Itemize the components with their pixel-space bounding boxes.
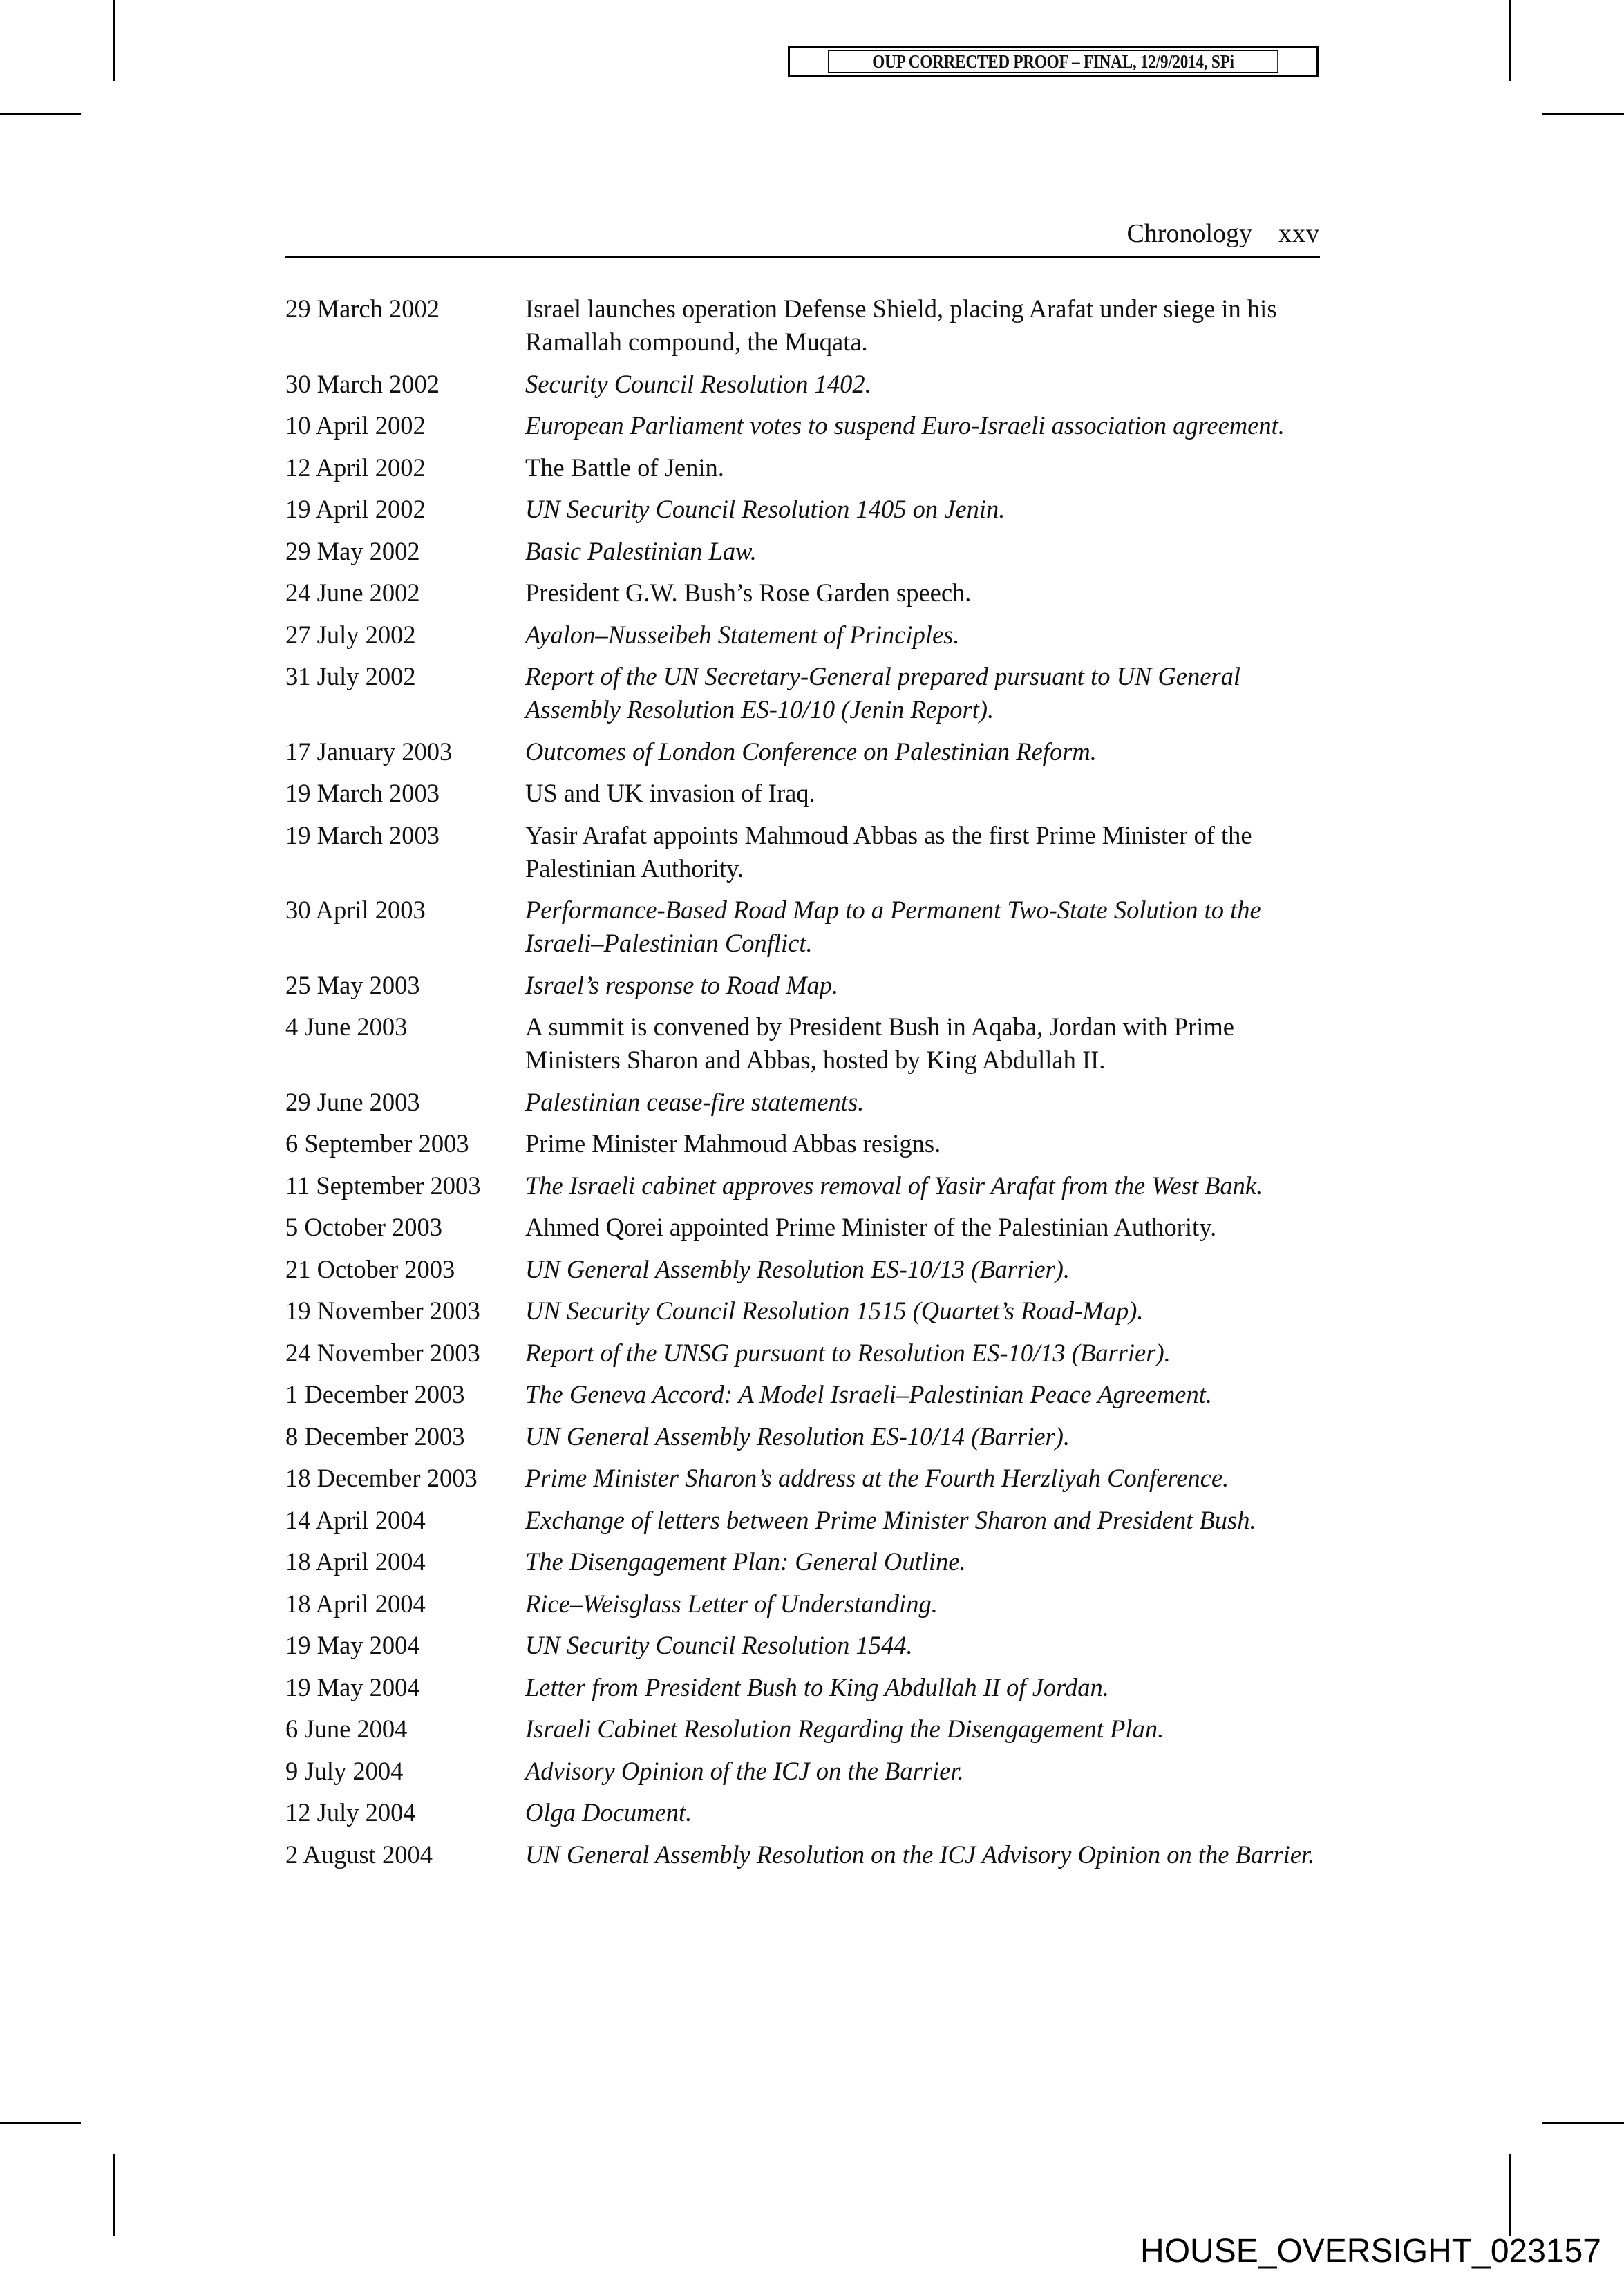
- entry-description: UN Security Council Resolution 1405 on Jenin.: [525, 495, 1005, 523]
- entry-date: 2 August 2004: [285, 1840, 433, 1869]
- entry-description: UN General Assembly Resolution on the ICJ Advisory Opinion on the Barrier.: [525, 1840, 1315, 1869]
- entry-date: 29 March 2002: [285, 294, 440, 323]
- entry-date: 6 September 2003: [285, 1129, 469, 1158]
- entry-description: The Israeli cabinet approves removal of Yasir Arafat from the West Bank.: [525, 1171, 1263, 1200]
- chronology-entry: [285, 576, 1322, 610]
- chronology-entry: [285, 1587, 1322, 1621]
- entry-date: 30 March 2002: [285, 369, 440, 398]
- entry-date: 29 June 2003: [285, 1087, 420, 1116]
- entry-date: 18 April 2004: [285, 1589, 426, 1618]
- entry-description: US and UK invasion of Iraq.: [525, 779, 815, 807]
- chronology-entry: [285, 1671, 1322, 1704]
- chronology-list: [285, 292, 1322, 1880]
- entry-date: 8 December 2003: [285, 1422, 465, 1451]
- chronology-entry: [285, 1086, 1322, 1119]
- crop-mark-bottom-right-vertical: [1509, 2154, 1511, 2236]
- chronology-entry: [285, 493, 1322, 526]
- entry-date: 19 November 2003: [285, 1296, 480, 1325]
- entry-date: 19 March 2003: [285, 820, 440, 849]
- crop-mark-top-right-vertical: [1509, 0, 1511, 81]
- chronology-entry: [285, 535, 1322, 568]
- chronology-entry: [285, 1378, 1322, 1411]
- chronology-entry: [285, 619, 1322, 652]
- entry-description: A summit is convened by President Bush in Aqaba, Jordan with Prime Ministers Sharon and Abbas, hosted by King Abdullah II.: [525, 1012, 1234, 1074]
- chronology-entry: [285, 1755, 1322, 1788]
- chronology-entry: [285, 368, 1322, 401]
- entry-description: Prime Minister Sharon’s address at the Fourth Herzliyah Conference.: [525, 1464, 1229, 1492]
- entry-date: 1 December 2003: [285, 1380, 465, 1408]
- entry-description: The Battle of Jenin.: [525, 453, 724, 482]
- entry-date: 10 April 2002: [285, 411, 426, 440]
- entry-description: UN General Assembly Resolution ES-10/14 (Barrier).: [525, 1422, 1070, 1451]
- entry-date: 31 July 2002: [285, 662, 416, 690]
- entry-description: Israeli Cabinet Resolution Regarding the Disengagement Plan.: [525, 1715, 1164, 1743]
- entry-date: 14 April 2004: [285, 1505, 426, 1534]
- crop-mark-bottom-right-horizontal: [1542, 2122, 1624, 2124]
- entry-date: 5 October 2003: [285, 1213, 443, 1241]
- chronology-entry: [285, 451, 1322, 484]
- proof-stamp: [788, 46, 1319, 77]
- chronology-entry: [285, 1337, 1322, 1370]
- chronology-entry: [285, 1294, 1322, 1328]
- entry-description: UN General Assembly Resolution ES-10/13 (Barrier).: [525, 1254, 1070, 1283]
- entry-description: European Parliament votes to suspend Euro-Israeli association agreement.: [525, 411, 1285, 440]
- entry-description: Basic Palestinian Law.: [525, 536, 757, 565]
- entry-description: Prime Minister Mahmoud Abbas resigns.: [525, 1129, 941, 1158]
- entry-description: Advisory Opinion of the ICJ on the Barrier.: [525, 1756, 964, 1785]
- chronology-entry: [285, 1838, 1322, 1871]
- entry-date: 30 April 2003: [285, 896, 426, 924]
- chronology-entry: [285, 1462, 1322, 1495]
- chronology-entry: [285, 969, 1322, 1002]
- chronology-entry: [285, 894, 1322, 960]
- entry-date: 21 October 2003: [285, 1254, 455, 1283]
- entry-date: 19 May 2004: [285, 1631, 420, 1659]
- chronology-entry: [285, 1127, 1322, 1160]
- entry-description: Exchange of letters between Prime Minister Sharon and President Bush.: [525, 1505, 1256, 1534]
- running-head-title: Chronology: [1126, 219, 1252, 248]
- chronology-entry: [285, 1211, 1322, 1244]
- chronology-entry: [285, 292, 1322, 359]
- entry-description: Ahmed Qorei appointed Prime Minister of the Palestinian Authority.: [525, 1213, 1217, 1241]
- entry-date: 24 November 2003: [285, 1338, 480, 1367]
- entry-date: 24 June 2002: [285, 578, 420, 607]
- chronology-entry: [285, 1796, 1322, 1829]
- chronology-entry: [285, 777, 1322, 810]
- chronology-entry: [285, 735, 1322, 768]
- entry-date: 11 September 2003: [285, 1171, 481, 1200]
- chronology-entry: [285, 1545, 1322, 1578]
- running-head: [285, 216, 1320, 258]
- chronology-entry: [285, 1504, 1322, 1537]
- entry-description: Israel’s response to Road Map.: [525, 970, 839, 999]
- entry-date: 12 April 2002: [285, 453, 426, 482]
- entry-description: Palestinian cease-fire statements.: [525, 1087, 865, 1116]
- entry-date: 9 July 2004: [285, 1756, 404, 1785]
- entry-date: 19 May 2004: [285, 1672, 420, 1701]
- chronology-entry: [285, 660, 1322, 726]
- entry-date: 19 April 2002: [285, 495, 426, 523]
- entry-date: 27 July 2002: [285, 620, 416, 649]
- entry-description: Olga Document.: [525, 1798, 692, 1827]
- crop-mark-bottom-left-vertical: [113, 2154, 115, 2236]
- crop-mark-top-left-vertical: [113, 0, 115, 81]
- entry-date: 6 June 2004: [285, 1715, 408, 1743]
- crop-mark-top-right-horizontal: [1542, 113, 1624, 115]
- entry-date: 12 July 2004: [285, 1798, 416, 1827]
- chronology-entry: [285, 1253, 1322, 1286]
- entry-description: Yasir Arafat appoints Mahmoud Abbas as the first Prime Minister of the Palestinian Authority.: [525, 820, 1252, 883]
- entry-description: Israel launches operation Defense Shield, placing Arafat under siege in his Ramallah compound, the Muqata.: [525, 294, 1277, 356]
- entry-description: Outcomes of London Conference on Palestinian Reform.: [525, 737, 1097, 766]
- chronology-entry: [285, 1010, 1322, 1077]
- page-number: xxv: [1278, 219, 1320, 248]
- chronology-entry: [285, 1629, 1322, 1662]
- entry-description: Letter from President Bush to King Abdullah II of Jordan.: [525, 1672, 1109, 1701]
- entry-description: Performance-Based Road Map to a Permanent Two-State Solution to the Israeli–Palestinian Conflict.: [525, 896, 1261, 957]
- entry-date: 18 April 2004: [285, 1547, 426, 1576]
- entry-description: The Disengagement Plan: General Outline.: [525, 1547, 966, 1576]
- entry-description: Report of the UN Secretary-General prepared pursuant to UN General Assembly Resolution ES-10/10 (Jenin Report).: [525, 662, 1241, 724]
- entry-description: Report of the UNSG pursuant to Resolution ES-10/13 (Barrier).: [525, 1338, 1171, 1367]
- entry-date: 25 May 2003: [285, 970, 420, 999]
- entry-date: 19 March 2003: [285, 779, 440, 807]
- entry-description: UN Security Council Resolution 1515 (Quartet’s Road-Map).: [525, 1296, 1144, 1325]
- entry-description: The Geneva Accord: A Model Israeli–Palestinian Peace Agreement.: [525, 1380, 1213, 1408]
- entry-description: UN Security Council Resolution 1544.: [525, 1631, 913, 1659]
- entry-date: 17 January 2003: [285, 737, 453, 766]
- entry-date: 29 May 2002: [285, 536, 420, 565]
- crop-mark-top-left-horizontal: [0, 113, 81, 115]
- proof-stamp-text: OUP CORRECTED PROOF – FINAL, 12/9/2014, SPi: [828, 50, 1278, 73]
- entry-date: 18 December 2003: [285, 1464, 478, 1492]
- entry-description: Rice–Weisglass Letter of Understanding.: [525, 1589, 938, 1618]
- entry-description: President G.W. Bush’s Rose Garden speech.: [525, 578, 972, 607]
- chronology-entry: [285, 1712, 1322, 1746]
- bates-stamp: HOUSE_OVERSIGHT_023157: [1140, 2233, 1601, 2269]
- chronology-entry: [285, 409, 1322, 442]
- chronology-entry: [285, 1420, 1322, 1453]
- entry-description: Ayalon–Nusseibeh Statement of Principles.: [525, 620, 960, 649]
- entry-date: 4 June 2003: [285, 1012, 408, 1041]
- chronology-entry: [285, 1169, 1322, 1202]
- chronology-entry: [285, 819, 1322, 885]
- entry-description: Security Council Resolution 1402.: [525, 369, 871, 398]
- crop-mark-bottom-left-horizontal: [0, 2122, 81, 2124]
